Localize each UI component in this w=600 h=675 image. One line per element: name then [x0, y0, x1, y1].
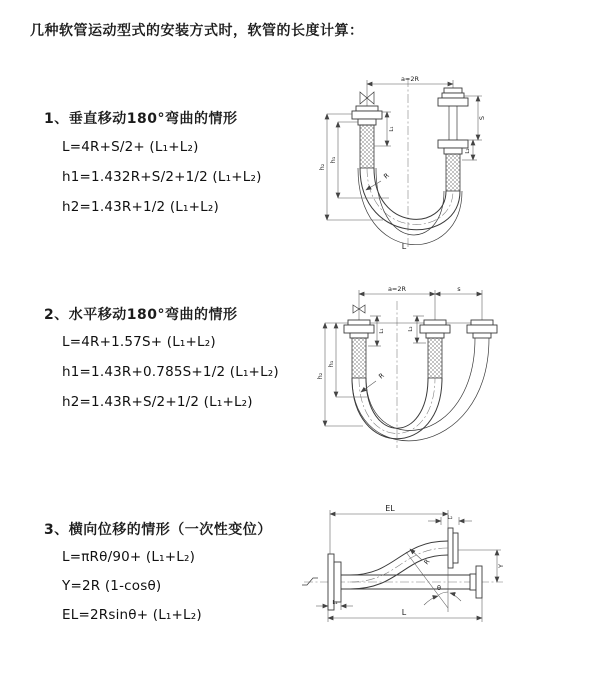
dim-label-r: R [377, 371, 386, 381]
dim-label-s: S [478, 115, 486, 121]
dimension-el [330, 504, 448, 554]
dimension-l2 [428, 515, 472, 525]
dimension-l [328, 598, 482, 622]
dim-label-y: Y [497, 564, 505, 568]
dimension-h [318, 114, 389, 220]
dim-label-h1: h₁ [329, 156, 337, 164]
dim-label-l1: L₁ [379, 328, 385, 334]
dim-label-l2: L₂ [408, 326, 414, 332]
dim-label-theta: θ [437, 584, 441, 592]
dim-label-r: R [382, 171, 391, 181]
section-3-heading: 3、横向位移的情形（一次性变位） [44, 522, 272, 538]
left-fitting [344, 320, 374, 378]
section-2-formula-L: L=4R+1.57S+ (L₁+L₂) [62, 334, 216, 350]
dim-label-l2: L₂ [465, 148, 471, 154]
section-2-formula-h1: h1=1.43R+0.785S+1/2 (L₁+L₂) [62, 364, 279, 380]
section-3-formula-L: L=πRθ/90+ (L₁+L₂) [62, 549, 196, 565]
axis-break-mark [302, 578, 318, 585]
left-fitting [352, 106, 382, 168]
dim-label-a2r: a=2R [387, 285, 407, 293]
diagram-lateral-displacement [298, 500, 600, 642]
section-2-formula-h2: h2=1.43R+S/2+1/2 (L₁+L₂) [62, 394, 253, 410]
dim-label-h1: h₁ [327, 360, 335, 368]
section-3-formula-Y: Y=2R (1-cosθ) [62, 578, 162, 594]
right-flange [470, 566, 482, 598]
dim-label-l1: L₁ [332, 600, 338, 606]
dimension-a2r-s [359, 285, 482, 320]
section-1-heading: 1、垂直移动180°弯曲的情形 [44, 111, 238, 127]
dim-label-l2: L₂ [447, 515, 453, 521]
section-2-heading: 2、水平移动180°弯曲的情形 [44, 307, 238, 323]
right-fitting [438, 88, 468, 191]
moved-fitting [467, 320, 497, 338]
section-1-formula-h2: h2=1.43R+1/2 (L₁+L₂) [62, 199, 219, 215]
dim-label-el: EL [385, 504, 395, 513]
hose-bend-arcs [352, 338, 489, 441]
middle-fitting [420, 320, 450, 378]
top-flange [448, 528, 458, 568]
dim-label-r: R [422, 557, 432, 567]
radius-leader [366, 171, 391, 190]
dim-label-l: L [401, 608, 407, 617]
dim-label-a2r: a=2R [400, 75, 420, 83]
diagram-horizontal-180-bend [303, 276, 595, 468]
dim-label-l1: L₁ [389, 126, 395, 132]
page-title: 几种软管运动型式的安装方式时，软管的长度计算： [30, 23, 364, 39]
dim-label-s: s [457, 285, 461, 293]
diagram-vertical-180-bend [303, 70, 595, 262]
section-1-formula-L: L=4R+S/2+ (L₁+L₂) [62, 139, 199, 155]
section-3-formula-EL: EL=2Rsinθ+ (L₁+L₂) [62, 607, 202, 623]
dim-label-l: L [401, 242, 407, 251]
section-1-formula-h1: h1=1.432R+S/2+1/2 (L₁+L₂) [62, 169, 262, 185]
dim-label-h2: h₂ [318, 163, 326, 171]
dim-label-h2: h₂ [316, 372, 324, 380]
